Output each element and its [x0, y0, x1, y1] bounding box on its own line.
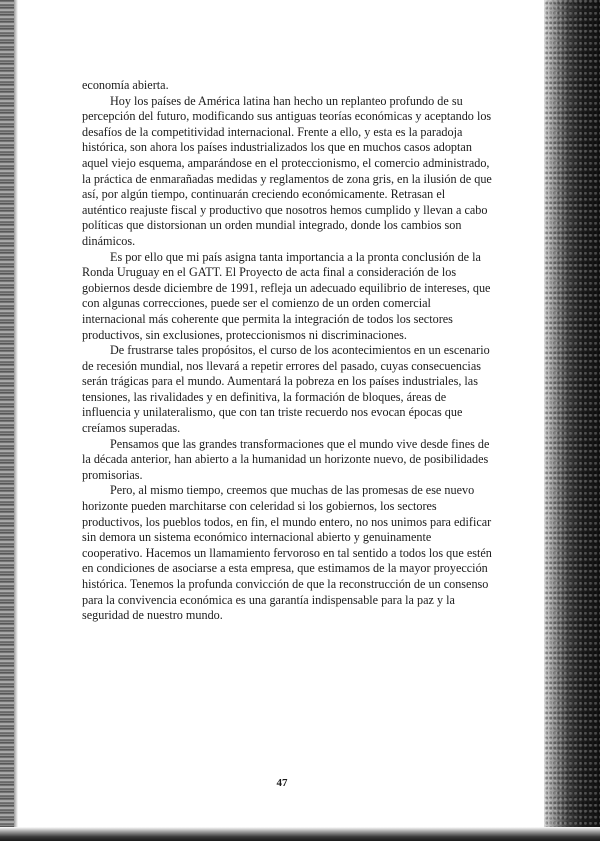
scan-right-edge — [544, 0, 600, 841]
paragraph-continuation: economía abierta. — [82, 78, 169, 92]
paragraph-new-horizon: Pero, al mismo tiempo, creemos que muchas de las promesas de ese nuevo horizonte pueden marchitarse con celeridad si los gobiernos, los sectores productivos, los pueblos todos, en fin, el mundo entero, no nos unimos para edificar sin demora un sistema económico internacional abierto y genuinamente cooperativo. Hacemos un llamamiento fervoroso en tal sentido a todos los que estén en condiciones de asociarse a esta empresa, que estimamos de la mayor proyección histórica. Tenemos la profunda convicción de que la reconstrucción de un consenso para la convivencia económica es una garantía indispensable para la paz y la seguridad de nuestro mundo. — [82, 483, 492, 623]
scan-bottom-edge — [0, 827, 600, 841]
paragraph-latin-america: Hoy los países de América latina han hecho un replanteo profundo de su percepción del futuro, modificando sus antiguas teorías económicas y aceptando los desafíos de la competitividad internacional. Frente a ello, y esta es la paradoja histórica, son ahora los países industrializados los que en muchos casos adoptan aquel viejo esquema, amparándose en el proteccionismo, el comercio administrado, la práctica de enmarañadas medidas y reglamentos de zona gris, en la ilusión de que así, por algún tiempo, continuarán creciendo económicamente. Retrasan el auténtico reajuste fiscal y productivo que nosotros hemos cumplido y llevan a cabo políticas que distorsionan un orden mundial integrado, donde los cambios son dinámicos. — [82, 93, 492, 248]
paragraph-recession: De frustrarse tales propósitos, el curso de los acontecimientos en un escenario de recesión mundial, nos llevará a repetir errores del pasado, cuyas consecuencias serán trágicas para el mundo. Aumentará la pobreza en los países industriales, las tensiones, las rivalidades y en definitiva, la formación de bloques, áreas de influencia y unilateralismo, que con tan triste recuerdo nos evocan épocas que creíamos superadas. — [82, 343, 490, 436]
paragraph-transformations: Pensamos que las grandes transformaciones que el mundo vive desde fines de la década anterior, han abierto a la humanidad un horizonte nuevo, de posibilidades promisorias. — [82, 436, 490, 482]
page-number: 47 — [276, 777, 288, 789]
page-body — [82, 78, 492, 624]
scan-left-edge — [0, 0, 14, 841]
scan-left-shadow — [14, 0, 18, 841]
paragraph-uruguay-round: Es por ello que mi país asigna tanta importancia a la pronta conclusión de la Ronda Uruguay en el GATT. El Proyecto de acta final a consideración de los gobiernos desde diciembre de 1991, refleja un adecuado equilibrio de intereses, que con algunas correcciones, puede ser el comienzo de un orden comercial internacional más coherente que permita la integración de todos los sectores productivos, sin exclusiones, proteccionismos ni discriminaciones. — [82, 249, 491, 342]
